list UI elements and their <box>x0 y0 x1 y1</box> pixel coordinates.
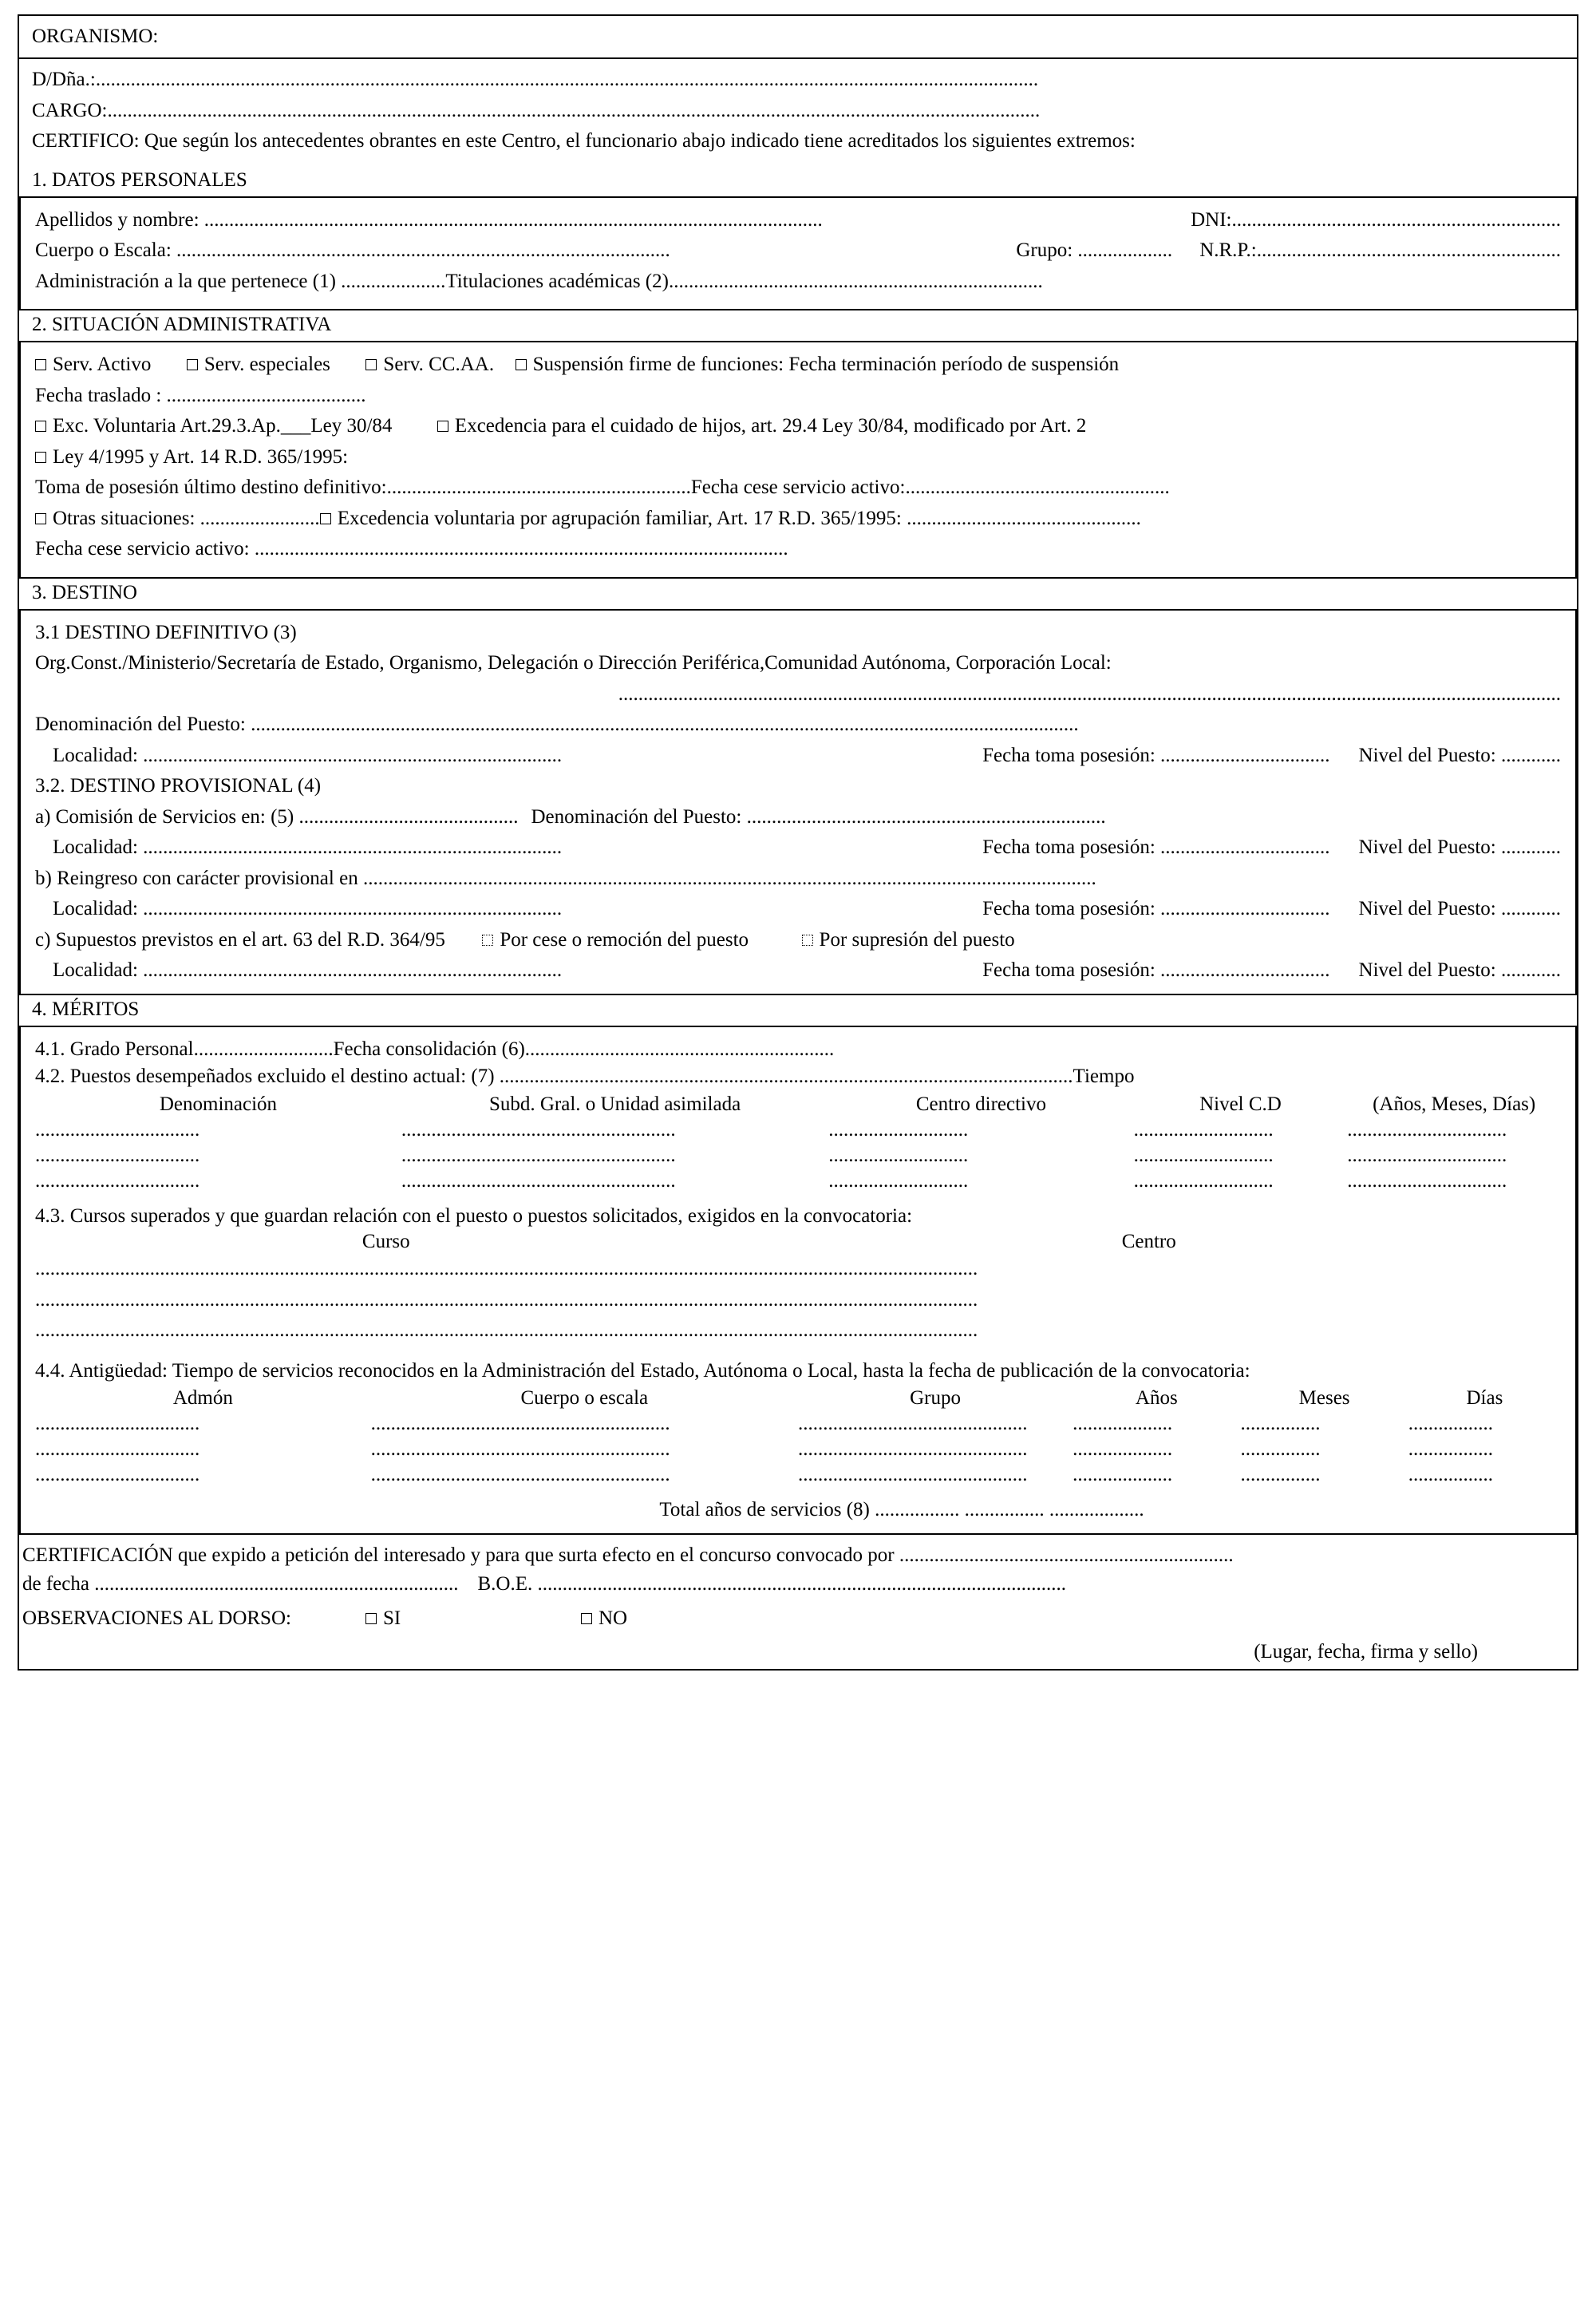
organismo-label: ORGANISMO: <box>32 26 159 47</box>
localidad-row-3 <box>35 896 1561 923</box>
curso-line[interactable]: ............................................................................................................................................................................................. <box>35 1288 978 1311</box>
checkbox-otras-situaciones[interactable] <box>35 513 46 524</box>
curso-line[interactable]: ............................................................................................................................................................................................. <box>35 1258 978 1279</box>
label-exc-cuidado-hijos: Excedencia para el cuidado de hijos, art. 29.4 Ley 30/84, modificado por Art. 2 <box>454 415 1087 437</box>
administracion-row[interactable]: Administración a la que pertenece (1) .....................Titulaciones académicas (2)........................................................................... <box>35 270 1043 292</box>
comision-servicios-row <box>35 805 1561 831</box>
comision-denominacion-puesto[interactable]: Denominación del Puesto: ........................................................................ <box>531 805 1106 828</box>
cell-denominacion[interactable]: ................................. <box>35 1144 200 1166</box>
cuerpo-escala-field[interactable]: Cuerpo o Escala: ................................................................................................... <box>35 239 670 261</box>
table-row[interactable] <box>35 1143 1561 1168</box>
localidad-row-4 <box>35 958 1561 984</box>
localidad-row-1 <box>35 743 1561 769</box>
label-observaciones-si: SI <box>383 1607 401 1629</box>
cell-subdireccion[interactable]: ....................................................... <box>401 1169 676 1192</box>
section-3-heading: 3. DESTINO <box>32 581 137 603</box>
table-row[interactable] <box>35 1437 1561 1462</box>
checkbox-observaciones-no[interactable] <box>581 1613 592 1624</box>
cell-dias[interactable]: ................. <box>1408 1438 1494 1460</box>
cell-centro[interactable]: ............................ <box>828 1118 969 1141</box>
lugar-fecha-firma-sello: (Lugar, fecha, firma y sello) <box>1254 1641 1478 1663</box>
boe-field[interactable]: B.O.E. .......................................................................................................... <box>477 1573 1066 1595</box>
cell-subdireccion[interactable]: ....................................................... <box>401 1118 676 1141</box>
table-row[interactable] <box>35 1168 1561 1194</box>
section-4-box <box>19 1026 1577 1535</box>
col-subdireccion: Subd. Gral. o Unidad asimilada <box>488 1093 741 1115</box>
table-row[interactable] <box>35 1462 1561 1488</box>
cell-dias[interactable]: ................. <box>1408 1413 1494 1434</box>
cell-meses[interactable]: ................ <box>1240 1413 1321 1434</box>
localidad-field-1[interactable]: Localidad: .................................................................................... <box>53 744 563 766</box>
apellidos-label[interactable]: Apellidos y nombre: ............................................................................................................................ <box>35 208 823 231</box>
checkbox-serv-activo[interactable] <box>35 359 46 370</box>
label-suspension-firme: Suspensión firme de funciones: Fecha terminación período de suspensión <box>532 354 1120 375</box>
reingreso-row[interactable]: b) Reingreso con carácter provisional en ................................................................................................................................................... <box>35 867 1096 889</box>
cell-grupo[interactable]: .............................................. <box>797 1438 1028 1460</box>
table-row[interactable] <box>35 1117 1561 1143</box>
table-row[interactable] <box>35 1411 1561 1437</box>
nivel-puesto-4[interactable]: Nivel del Puesto: ............ <box>1358 959 1561 981</box>
cell-centro[interactable]: ............................ <box>828 1144 969 1166</box>
label-supresion-puesto: Por supresión del puesto <box>819 928 1015 951</box>
antiguedad-table <box>35 1386 1561 1488</box>
total-anos-servicios[interactable]: Total años de servicios (8) ................. ................ ................... <box>659 1499 1144 1520</box>
label-serv-ccaa: Serv. CC.AA. <box>383 354 495 375</box>
cell-grupo[interactable]: .............................................. <box>797 1464 1028 1485</box>
supuestos-art63-row <box>35 927 1561 954</box>
cell-anos[interactable]: .................... <box>1073 1413 1173 1434</box>
destino-definitivo-heading: 3.1 DESTINO DEFINITIVO (3) <box>35 621 297 643</box>
fecha-traslado-row[interactable]: Fecha traslado : ........................................ <box>35 384 366 406</box>
destino-provisional-heading: 3.2. DESTINO PROVISIONAL (4) <box>35 775 322 797</box>
situacion-options-row <box>35 352 1561 378</box>
label-ley-4-1995: Ley 4/1995 y Art. 14 R.D. 365/1995: <box>53 445 349 468</box>
puestos-table <box>35 1092 1561 1194</box>
observaciones-label: OBSERVACIONES AL DORSO: <box>22 1607 291 1629</box>
excedencias-row <box>35 413 1561 440</box>
cell-nivel[interactable]: ............................ <box>1133 1118 1274 1141</box>
organismo-box <box>19 16 1577 59</box>
checkbox-serv-ccaa[interactable] <box>365 359 377 370</box>
orgconst-label: Org.Const./Ministerio/Secretaría de Estado, Organismo, Delegación o Dirección Periférica,Comunidad Autónoma, Corporación Local: <box>35 652 1112 674</box>
label-observaciones-no: NO <box>598 1607 628 1629</box>
cell-anos[interactable]: .................... <box>1073 1438 1173 1460</box>
checkbox-supresion-puesto[interactable] <box>802 935 813 946</box>
cell-denominacion[interactable]: ................................. <box>35 1169 200 1192</box>
ley-4-1995-row <box>35 445 1561 471</box>
col-cuerpo-escala: Cuerpo o escala <box>520 1387 649 1409</box>
col-nivel-cd: Nivel C.D <box>1199 1093 1282 1115</box>
checkbox-exc-voluntaria[interactable] <box>35 421 46 432</box>
cell-anos[interactable]: .................... <box>1073 1464 1173 1485</box>
col-curso: Curso <box>361 1231 410 1252</box>
fecha-field[interactable]: de fecha ......................................................................... <box>22 1573 459 1595</box>
col-denominacion: Denominación <box>159 1093 278 1115</box>
cell-cuerpo[interactable]: ............................................................ <box>370 1464 670 1485</box>
col-centro: Centro <box>1121 1231 1176 1252</box>
section-1-box <box>19 196 1577 311</box>
cell-admon[interactable]: ................................. <box>35 1413 200 1434</box>
antiguedad-table-header <box>35 1386 1561 1411</box>
label-serv-activo: Serv. Activo <box>53 354 152 375</box>
cell-nivel[interactable]: ............................ <box>1133 1169 1274 1192</box>
puestos-desempenados-row[interactable]: 4.2. Puestos desempeñados excluido el destino actual: (7) ...................................................................................................................Tiempo <box>35 1066 1135 1087</box>
ddna-line[interactable]: D/Dña.:............................................................................................................................................................................................. <box>32 69 1039 90</box>
localidad-field-3[interactable]: Localidad: .................................................................................... <box>53 898 563 919</box>
cell-subdireccion[interactable]: ....................................................... <box>401 1144 676 1166</box>
checkbox-suspension-firme[interactable] <box>516 359 527 370</box>
col-centro-directivo: Centro directivo <box>915 1093 1046 1115</box>
section-1-heading: 1. DATOS PERSONALES <box>32 168 247 191</box>
section-2-box <box>19 341 1577 579</box>
orgconst-dots[interactable]: ............................................................................................................................................................................................. <box>618 682 1561 705</box>
cell-tiempo[interactable]: ................................ <box>1347 1118 1507 1141</box>
cell-cuerpo[interactable]: ............................................................ <box>370 1413 670 1434</box>
observaciones-row <box>22 1606 1574 1632</box>
cursos-col-headers <box>35 1231 1561 1253</box>
certifico-line: CERTIFICO: Que según los antecedentes obrantes en este Centro, el funcionario abajo indicado tiene acreditados los siguientes extremos: <box>32 130 1136 152</box>
header-block <box>19 59 1577 166</box>
col-dias: Días <box>1466 1387 1503 1409</box>
fecha-toma-posesion-4[interactable]: Fecha toma posesión: .................................. <box>982 959 1330 981</box>
localidad-row-2 <box>35 835 1561 861</box>
cell-tiempo[interactable]: ................................ <box>1347 1169 1507 1192</box>
label-serv-especiales: Serv. especiales <box>203 354 330 375</box>
cell-cuerpo[interactable]: ............................................................ <box>370 1438 670 1460</box>
cuerpo-row <box>35 238 1561 264</box>
nrp-field[interactable]: N.R.P.:............................................................. <box>1199 239 1561 261</box>
cell-meses[interactable]: ................ <box>1240 1438 1321 1460</box>
fecha-toma-posesion-1[interactable]: Fecha toma posesión: .................................. <box>982 744 1330 766</box>
curso-line[interactable]: ............................................................................................................................................................................................. <box>35 1319 978 1341</box>
checkbox-ley-4-1995[interactable] <box>35 452 46 463</box>
grado-personal-row[interactable]: 4.1. Grado Personal............................Fecha consolidación (6).............................................................. <box>35 1038 835 1060</box>
cell-dias[interactable]: ................. <box>1408 1464 1494 1485</box>
checkbox-cese-remocion[interactable] <box>482 935 493 946</box>
col-grupo: Grupo <box>910 1387 961 1409</box>
fecha-toma-posesion-3[interactable]: Fecha toma posesión: .................................. <box>982 898 1330 919</box>
denominacion-puesto-row[interactable]: Denominación del Puesto: ...................................................................................................................................................................... <box>35 714 1079 735</box>
antiguedad-heading: 4.4. Antigüedad: Tiempo de servicios reconocidos en la Administración del Estado, Autónoma o Local, hasta la fecha de publicación de la convocatoria: <box>35 1359 1250 1382</box>
apellidos-row <box>35 208 1561 234</box>
cell-denominacion[interactable]: ................................. <box>35 1118 200 1141</box>
cell-nivel[interactable]: ............................ <box>1133 1144 1274 1166</box>
cell-admon[interactable]: ................................. <box>35 1438 200 1460</box>
localidad-field-4[interactable]: Localidad: .................................................................................... <box>53 959 563 981</box>
cursos-heading: 4.3. Cursos superados y que guardan relación con el puesto o puestos solicitados, exigidos en la convocatoria: <box>35 1204 913 1227</box>
toma-posesion-row[interactable]: Toma de posesión último destino definitivo:.............................................................Fecha cese servicio activo:..................................................... <box>35 476 1170 498</box>
fecha-cese-row[interactable]: Fecha cese servicio activo: ........................................................................................................... <box>35 538 788 559</box>
grupo-field[interactable]: Grupo: ................... <box>1016 239 1173 261</box>
cell-tiempo[interactable]: ................................ <box>1347 1144 1507 1166</box>
form-outer-box <box>18 14 1578 1671</box>
dni-field[interactable]: DNI:.................................................................. <box>1191 208 1561 231</box>
certificacion-line-1[interactable]: CERTIFICACIÓN que expido a petición del interesado y para que surta efecto en el concurso convocado por ................................................................... <box>22 1544 1234 1566</box>
checkbox-exc-cuidado-hijos[interactable] <box>437 421 448 432</box>
checkbox-serv-especiales[interactable] <box>187 359 198 370</box>
col-admon: Admón <box>172 1387 233 1409</box>
cell-grupo[interactable]: .............................................. <box>797 1413 1028 1434</box>
footer-block <box>19 1535 1577 1666</box>
supuestos-art63-label: c) Supuestos previstos en el art. 63 del R.D. 364/95 <box>35 928 445 951</box>
comision-servicios-label[interactable]: a) Comisión de Servicios en: (5) ............................................ <box>35 805 519 828</box>
col-meses: Meses <box>1298 1387 1350 1409</box>
localidad-field-2[interactable]: Localidad: .................................................................................... <box>53 836 563 858</box>
cargo-line[interactable]: CARGO:........................................................................................................................................................................................... <box>32 99 1041 121</box>
certificacion-line-2 <box>22 1572 1574 1598</box>
nivel-puesto-2[interactable]: Nivel del Puesto: ............ <box>1358 836 1561 858</box>
label-agrupacion-familiar[interactable]: Excedencia voluntaria por agrupación familiar, Art. 17 R.D. 365/1995: ............................................... <box>337 507 1141 529</box>
puestos-table-header <box>35 1092 1561 1117</box>
fecha-toma-posesion-2[interactable]: Fecha toma posesión: .................................. <box>982 836 1330 858</box>
otras-situaciones-row <box>35 506 1561 532</box>
nivel-puesto-1[interactable]: Nivel del Puesto: ............ <box>1358 744 1561 766</box>
cell-meses[interactable]: ................ <box>1240 1464 1321 1485</box>
nivel-puesto-3[interactable]: Nivel del Puesto: ............ <box>1358 898 1561 919</box>
checkbox-observaciones-si[interactable] <box>365 1613 377 1624</box>
cell-centro[interactable]: ............................ <box>828 1169 969 1192</box>
checkbox-agrupacion-familiar[interactable] <box>320 513 331 524</box>
section-4-heading: 4. MÉRITOS <box>32 998 140 1020</box>
cell-admon[interactable]: ................................. <box>35 1464 200 1485</box>
col-anos: Años <box>1135 1387 1178 1409</box>
section-2-heading: 2. SITUACIÓN ADMINISTRATIVA <box>32 314 332 335</box>
label-cese-remocion: Por cese o remoción del puesto <box>500 928 749 951</box>
label-exc-voluntaria: Exc. Voluntaria Art.29.3.Ap.___Ley 30/84 <box>53 415 393 437</box>
label-otras-situaciones[interactable]: Otras situaciones: ........................ <box>53 507 320 529</box>
section-3-box <box>19 609 1577 995</box>
col-tiempo: (Años, Meses, Días) <box>1373 1093 1536 1115</box>
